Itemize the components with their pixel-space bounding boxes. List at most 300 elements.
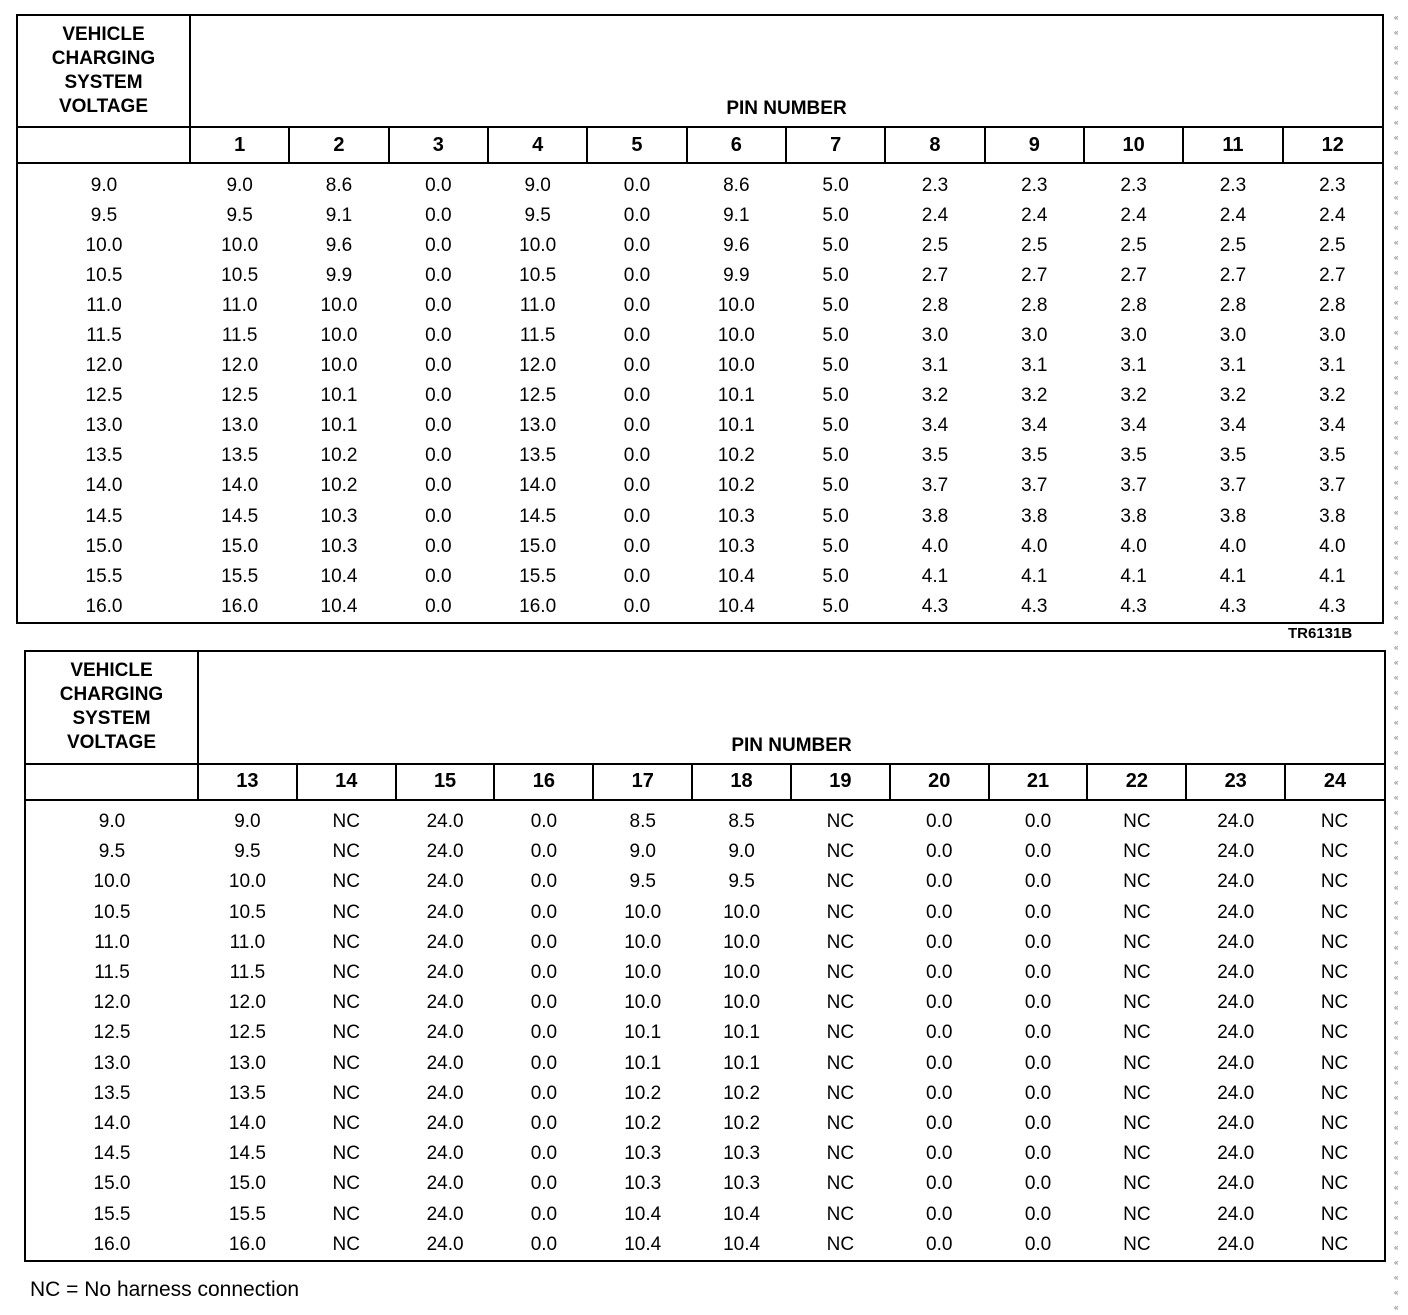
pin-value-cell: 0.0	[425, 505, 452, 527]
pin-value-cell: 0.0	[926, 1112, 953, 1134]
pin-value-cell: NC	[826, 871, 855, 893]
pin-value-cell: 10.3	[723, 1173, 761, 1195]
pin-value-cell: 10.5	[228, 901, 266, 923]
pin-value-cell: 3.0	[1120, 325, 1147, 346]
table-row	[18, 381, 1382, 411]
pin-value-cell: 15.0	[228, 1173, 266, 1195]
voltage-cell: 11.0	[94, 931, 130, 953]
pin-value-cell: 10.3	[717, 535, 755, 557]
pin-value-cell: NC	[826, 1143, 855, 1165]
pin-value-cell: 0.0	[1024, 901, 1052, 923]
pin-value-cell: 10.1	[723, 1022, 761, 1044]
pin-value-cell: 24.0	[426, 841, 464, 863]
pin-value-cell: 3.8	[1319, 505, 1346, 527]
pin-value-cell: 0.0	[530, 1112, 558, 1134]
table-row	[18, 291, 1382, 321]
pin-value-cell: 5.0	[822, 475, 849, 497]
pin-value-cell: 4.0	[921, 535, 949, 557]
voltage-cell: 11.0	[86, 294, 122, 316]
pin-value-cell: 10.0	[519, 234, 557, 256]
pin-value-cell: 0.0	[1024, 811, 1052, 833]
pin-number-cell: 18	[692, 764, 791, 800]
pin-value-cell: 9.0	[524, 174, 551, 196]
pin-value-cell: 24.0	[426, 962, 464, 984]
pin-value-cell: NC	[1320, 1143, 1349, 1165]
pin-value-cell: 10.0	[717, 325, 755, 346]
pin-value-cell: 10.4	[624, 1233, 662, 1255]
footnote: NC = No harness connection	[30, 1278, 300, 1301]
table-row	[18, 562, 1382, 592]
pin-value-cell: 10.1	[624, 1022, 662, 1044]
pin-value-cell: 0.0	[1024, 1233, 1052, 1255]
voltage-cell: 13.5	[93, 1082, 131, 1104]
pin-value-cell: NC	[826, 1203, 855, 1225]
pin-table-1	[18, 16, 1382, 622]
voltage-cell: 15.5	[93, 1203, 131, 1225]
pin-value-cell: NC	[1123, 992, 1151, 1014]
pin-value-cell: 0.0	[425, 415, 452, 437]
pin-value-cell: 2.3	[1021, 174, 1048, 196]
pin-value-cell: 14.5	[228, 1143, 266, 1165]
pin-number-cell: 20	[890, 764, 989, 800]
pin-value-cell: 3.4	[921, 415, 949, 437]
pin-value-cell: 0.0	[425, 445, 452, 467]
pin-value-cell: NC	[1123, 901, 1151, 923]
pin-value-cell: 10.2	[624, 1082, 662, 1104]
pin-value-cell: 24.0	[1217, 1203, 1255, 1225]
pin-value-cell: 10.0	[624, 931, 662, 953]
pin-value-cell: 24.0	[1217, 1233, 1255, 1255]
pin-value-cell: 10.0	[723, 931, 761, 953]
pin-number-cell: 12	[1283, 127, 1382, 163]
pin-value-cell: 9.5	[524, 204, 551, 226]
pin-value-cell: NC	[332, 1022, 360, 1044]
pin-value-cell: 0.0	[530, 962, 558, 984]
pin-value-cell: 3.0	[1021, 325, 1048, 346]
table-row	[18, 231, 1382, 261]
pin-value-cell: NC	[1320, 1203, 1349, 1225]
pin-value-cell: 24.0	[1217, 1082, 1255, 1104]
pin-value-cell: 10.0	[320, 325, 358, 346]
table-row	[18, 321, 1382, 351]
voltage-header-line: SYSTEM	[72, 708, 151, 730]
pin-value-cell: NC	[332, 841, 360, 863]
pin-value-cell: 3.5	[921, 445, 949, 467]
table-row	[26, 1199, 1384, 1229]
pin-value-cell: NC	[1320, 1052, 1349, 1074]
pin-value-cell: NC	[826, 841, 855, 863]
pin-value-cell: 10.4	[717, 565, 755, 587]
pin-value-cell: 0.0	[425, 535, 452, 557]
pin-value-cell: NC	[1320, 931, 1349, 953]
pin-value-cell: 9.5	[226, 204, 253, 226]
voltage-cell: 12.5	[85, 385, 123, 407]
pin-value-cell: 9.6	[325, 234, 353, 256]
pin-value-cell: 10.2	[723, 1112, 761, 1134]
pin-value-cell: 24.0	[426, 931, 464, 953]
pin-value-cell: 13.5	[519, 445, 557, 467]
pin-value-cell: 2.8	[1021, 294, 1048, 316]
pin-value-cell: 24.0	[1217, 811, 1255, 833]
voltage-header-line: SYSTEM	[64, 72, 143, 94]
pin-value-cell: 10.1	[717, 415, 755, 437]
pin-value-cell: 9.6	[723, 234, 750, 256]
pin-value-cell: 2.4	[921, 204, 949, 226]
pin-value-cell: NC	[1320, 1022, 1349, 1044]
pin-value-cell: 0.0	[425, 234, 452, 256]
pin-value-cell: 0.0	[926, 1022, 953, 1044]
pin-value-cell: 0.0	[1024, 931, 1052, 953]
pin-value-cell: NC	[1320, 962, 1349, 984]
pin-value-cell: 10.0	[320, 355, 358, 377]
pin-value-cell: 4.1	[1319, 565, 1346, 587]
pin-value-cell: 2.8	[1219, 294, 1247, 316]
pin-value-cell: 10.2	[320, 445, 358, 467]
table-row	[18, 592, 1382, 622]
pin-value-cell: 0.0	[425, 174, 452, 196]
pin-value-cell: 0.0	[926, 992, 953, 1014]
table-row	[26, 898, 1384, 928]
pin-value-cell: 10.0	[221, 234, 259, 256]
voltage-header-line: CHARGING	[59, 684, 164, 706]
pin-number-cell: 16	[494, 764, 593, 800]
pin-value-cell: 0.0	[926, 1143, 953, 1165]
pin-number-header: PIN NUMBER	[726, 98, 847, 120]
pin-value-cell: 0.0	[926, 1052, 953, 1074]
pin-value-cell: 10.0	[228, 871, 266, 893]
pin-value-cell: 0.0	[926, 962, 953, 984]
pin-value-cell: 0.0	[1024, 1052, 1052, 1074]
pin-value-cell: 10.0	[717, 294, 755, 316]
pin-value-cell: NC	[826, 1112, 855, 1134]
pin-value-cell: NC	[1123, 1022, 1151, 1044]
pin-value-cell: NC	[826, 1082, 855, 1104]
pin-value-cell: 2.8	[1319, 294, 1346, 316]
pin-number-cell: 1	[190, 127, 289, 163]
pin-value-cell: 24.0	[426, 1112, 464, 1134]
pin-value-cell: NC	[332, 1112, 360, 1134]
pin-value-cell: 5.0	[822, 204, 849, 226]
pin-value-cell: 10.2	[717, 475, 755, 497]
pin-value-cell: 4.1	[1120, 565, 1147, 587]
pin-value-cell: 0.0	[623, 445, 651, 467]
figure-reference: TR6131B	[1288, 625, 1353, 642]
pin-value-cell: 4.3	[1120, 595, 1147, 617]
table-row	[26, 837, 1384, 867]
pin-value-cell: 0.0	[623, 264, 651, 286]
pin-value-cell: 2.5	[1219, 234, 1247, 256]
pin-value-cell: 0.0	[1024, 871, 1052, 893]
pin-value-cell: 3.8	[1021, 505, 1048, 527]
pin-value-cell: 10.3	[624, 1173, 662, 1195]
pin-value-cell: 3.8	[1120, 505, 1147, 527]
voltage-cell: 12.0	[93, 992, 131, 1014]
voltage-cell: 10.0	[93, 871, 131, 893]
pin-value-cell: NC	[1123, 1143, 1151, 1165]
pin-value-cell: 5.0	[822, 385, 849, 407]
pin-value-cell: NC	[332, 1233, 360, 1255]
pin-value-cell: 10.2	[624, 1112, 662, 1134]
pin-value-cell: 0.0	[530, 931, 558, 953]
pin-value-cell: 11.5	[229, 962, 266, 984]
voltage-cell: 9.0	[98, 811, 126, 833]
pin-value-cell: 10.0	[624, 992, 662, 1014]
pin-number-cell: 4	[488, 127, 587, 163]
pin-value-cell: 10.0	[624, 901, 662, 923]
pin-value-cell: 0.0	[425, 565, 452, 587]
pin-value-cell: 0.0	[425, 475, 452, 497]
pin-value-cell: 0.0	[425, 294, 452, 316]
voltage-header-line: VOLTAGE	[58, 96, 149, 118]
pin-value-cell: 24.0	[1217, 841, 1255, 863]
table-row	[26, 928, 1384, 958]
pin-value-cell: 24.0	[426, 1052, 464, 1074]
pin-value-cell: 0.0	[1024, 962, 1052, 984]
pin-value-cell: 0.0	[425, 385, 452, 407]
pin-value-cell: 14.5	[519, 505, 557, 527]
pin-value-cell: NC	[826, 1173, 855, 1195]
pin-value-cell: NC	[332, 1143, 360, 1165]
table-1-body	[18, 16, 1382, 622]
pin-number-cell: 21	[989, 764, 1088, 800]
pin-value-cell: NC	[1320, 1173, 1349, 1195]
pin-value-cell: 0.0	[926, 841, 953, 863]
pin-value-cell: 0.0	[1024, 1203, 1052, 1225]
pin-value-cell: 10.4	[717, 595, 755, 617]
pin-value-cell: 3.8	[921, 505, 949, 527]
pin-value-cell: 24.0	[1217, 931, 1255, 953]
pin-voltage-table-2	[24, 650, 1386, 1262]
pin-value-cell: 0.0	[623, 415, 651, 437]
pin-value-cell: 3.1	[921, 355, 949, 377]
pin-value-cell: 3.5	[1219, 445, 1247, 467]
pin-number-cell: 7	[786, 127, 885, 163]
pin-value-cell: NC	[1123, 1112, 1151, 1134]
pin-value-cell: 2.5	[1120, 234, 1147, 256]
pin-value-cell: 0.0	[530, 871, 558, 893]
pin-value-cell: 3.7	[921, 475, 949, 497]
pin-number-row	[18, 127, 1382, 163]
pin-value-cell: 0.0	[530, 901, 558, 923]
pin-value-cell: 16.0	[519, 595, 557, 617]
pin-value-cell: 3.2	[921, 385, 949, 407]
pin-value-cell: 0.0	[1024, 992, 1052, 1014]
pin-value-cell: 0.0	[926, 811, 953, 833]
voltage-header-line: VEHICLE	[62, 24, 145, 46]
voltage-cell: 9.0	[90, 174, 118, 196]
pin-value-cell: 4.1	[921, 565, 949, 587]
pin-value-cell: 12.0	[519, 355, 557, 377]
table-row	[26, 1169, 1384, 1199]
spacer-cell	[26, 800, 1384, 807]
pin-number-cell: 11	[1183, 127, 1282, 163]
pin-value-cell: 0.0	[1024, 1022, 1052, 1044]
pin-number-cell: 14	[297, 764, 396, 800]
pin-number-cell: 23	[1186, 764, 1285, 800]
pin-value-cell: 24.0	[426, 1022, 464, 1044]
pin-value-cell: NC	[332, 1052, 360, 1074]
pin-value-cell: 0.0	[530, 811, 558, 833]
pin-value-cell: 10.4	[320, 565, 358, 587]
pin-value-cell: 3.4	[1120, 415, 1147, 437]
pin-value-cell: 0.0	[530, 992, 558, 1014]
spacer-row	[18, 163, 1382, 170]
pin-value-cell: 13.5	[221, 445, 259, 467]
pin-value-cell: 0.0	[623, 535, 651, 557]
pin-number-cell: 24	[1285, 764, 1384, 800]
pin-value-cell: NC	[1123, 1203, 1151, 1225]
pin-value-cell: 5.0	[822, 355, 849, 377]
pin-value-cell: 5.0	[822, 445, 849, 467]
pin-value-cell: NC	[826, 1233, 855, 1255]
pin-value-cell: 3.7	[1319, 475, 1346, 497]
pin-value-cell: 0.0	[530, 1082, 558, 1104]
pin-value-cell: 0.0	[623, 595, 651, 617]
pin-value-cell: 3.2	[1219, 385, 1247, 407]
pin-value-cell: 12.0	[221, 355, 259, 377]
pin-value-cell: 24.0	[1217, 992, 1255, 1014]
pin-value-cell: 24.0	[1217, 1173, 1255, 1195]
pin-value-cell: 0.0	[1024, 841, 1052, 863]
pin-value-cell: 0.0	[530, 1173, 558, 1195]
pin-value-cell: 4.3	[1319, 595, 1346, 617]
table-row	[26, 988, 1384, 1018]
pin-value-cell: 10.1	[717, 385, 755, 407]
pin-value-cell: NC	[1123, 962, 1151, 984]
pin-value-cell: NC	[332, 1173, 360, 1195]
pin-value-cell: 0.0	[623, 294, 651, 316]
pin-value-cell: 0.0	[530, 1203, 558, 1225]
voltage-cell: 14.0	[93, 1112, 131, 1134]
pin-value-cell: 24.0	[426, 811, 464, 833]
table-row	[18, 471, 1382, 501]
pin-value-cell: 24.0	[1217, 901, 1255, 923]
pin-value-cell: 14.0	[221, 475, 259, 497]
pin-value-cell: 8.5	[728, 811, 755, 833]
pin-value-cell: 0.0	[530, 1143, 558, 1165]
pin-value-cell: 12.0	[228, 992, 266, 1014]
pin-value-cell: 3.4	[1319, 415, 1346, 437]
pin-value-cell: 12.5	[221, 385, 259, 407]
pin-value-cell: NC	[1123, 1082, 1151, 1104]
voltage-cell: 11.5	[94, 962, 130, 984]
table-row	[26, 867, 1384, 897]
pin-value-cell: 0.0	[623, 325, 651, 346]
table-row	[26, 1230, 1384, 1260]
pin-value-cell: 13.5	[228, 1082, 266, 1104]
table-row	[18, 411, 1382, 441]
pin-value-cell: 10.2	[717, 445, 755, 467]
pin-number-cell: 19	[791, 764, 890, 800]
pin-value-cell: 24.0	[426, 871, 464, 893]
pin-number-cell: 13	[198, 764, 297, 800]
pin-value-cell: 11.0	[519, 294, 556, 316]
pin-row-blank	[18, 127, 190, 163]
scan-edge-marks: « « « « « « « « « « « « « « « « « « « « « « « « « « « « « « « « « « « « « « « « « « « « « « « « « « « « « « « « « « « « « « « « « « « « « « « « « « « « « « « « « « « « « « «	[1394, 13, 1399, 1312]
spacer-cell	[18, 163, 1382, 170]
pin-value-cell: 0.0	[1024, 1112, 1052, 1134]
pin-value-cell: 9.5	[629, 871, 656, 893]
pin-value-cell: 4.3	[1021, 595, 1048, 617]
pin-value-cell: NC	[332, 962, 360, 984]
pin-value-cell: 24.0	[1217, 1112, 1255, 1134]
pin-value-cell: 0.0	[926, 931, 953, 953]
table-row	[26, 1139, 1384, 1169]
pin-value-cell: 3.0	[1219, 325, 1247, 346]
pin-value-cell: 24.0	[426, 1173, 464, 1195]
pin-value-cell: 10.4	[723, 1233, 761, 1255]
pin-value-cell: 0.0	[926, 1233, 953, 1255]
pin-value-cell: 9.0	[234, 811, 261, 833]
pin-value-cell: 9.0	[629, 841, 656, 863]
pin-value-cell: 2.4	[1219, 204, 1247, 226]
pin-value-cell: 3.5	[1120, 445, 1147, 467]
voltage-cell: 14.5	[85, 505, 123, 527]
pin-value-cell: 9.0	[226, 174, 253, 196]
pin-value-cell: 10.1	[320, 385, 358, 407]
pin-value-cell: NC	[1320, 871, 1349, 893]
pin-value-cell: 5.0	[822, 535, 849, 557]
pin-value-cell: 24.0	[1217, 962, 1255, 984]
pin-value-cell: 0.0	[425, 204, 452, 226]
voltage-cell: 10.5	[85, 264, 123, 286]
pin-value-cell: 9.5	[234, 841, 261, 863]
pin-value-cell: NC	[826, 931, 855, 953]
pin-value-cell: 10.0	[320, 294, 358, 316]
pin-value-cell: 2.3	[921, 174, 949, 196]
pin-value-cell: 10.3	[723, 1143, 761, 1165]
pin-value-cell: 0.0	[530, 841, 558, 863]
pin-value-cell: 0.0	[530, 1052, 558, 1074]
pin-value-cell: NC	[826, 1022, 855, 1044]
pin-value-cell: 3.2	[1021, 385, 1048, 407]
pin-value-cell: 10.1	[624, 1052, 662, 1074]
pin-row-blank	[26, 764, 198, 800]
table-row	[26, 1018, 1384, 1048]
pin-value-cell: 24.0	[1217, 871, 1255, 893]
pin-value-cell: NC	[1123, 1233, 1151, 1255]
pin-value-cell: 9.1	[325, 204, 353, 226]
table-row	[18, 261, 1382, 291]
pin-value-cell: 3.7	[1021, 475, 1048, 497]
voltage-cell: 16.0	[85, 595, 123, 617]
pin-value-cell: 11.5	[519, 325, 556, 346]
pin-value-cell: 4.0	[1021, 535, 1048, 557]
pin-value-cell: 5.0	[822, 505, 849, 527]
pin-value-cell: 0.0	[623, 475, 651, 497]
pin-value-cell: NC	[332, 1203, 360, 1225]
pin-value-cell: 10.2	[723, 1082, 761, 1104]
voltage-cell: 15.5	[85, 565, 123, 587]
pin-value-cell: NC	[332, 931, 360, 953]
voltage-cell: 15.0	[93, 1173, 131, 1195]
pin-value-cell: NC	[826, 1052, 855, 1074]
pin-value-cell: 9.9	[325, 264, 353, 286]
voltage-cell: 15.0	[85, 535, 123, 557]
voltage-header-line: CHARGING	[51, 48, 156, 70]
pin-value-cell: NC	[1123, 841, 1151, 863]
pin-value-cell: 13.0	[228, 1052, 266, 1074]
pin-value-cell: 2.7	[1319, 264, 1346, 286]
voltage-cell: 13.0	[93, 1052, 131, 1074]
pin-value-cell: 11.0	[221, 294, 258, 316]
pin-number-cell: 15	[396, 764, 495, 800]
pin-table-2	[26, 652, 1384, 1260]
pin-number-header: PIN NUMBER	[731, 734, 852, 756]
pin-value-cell: 24.0	[426, 901, 464, 923]
pin-value-cell: 3.8	[1219, 505, 1247, 527]
table-row	[26, 1049, 1384, 1079]
